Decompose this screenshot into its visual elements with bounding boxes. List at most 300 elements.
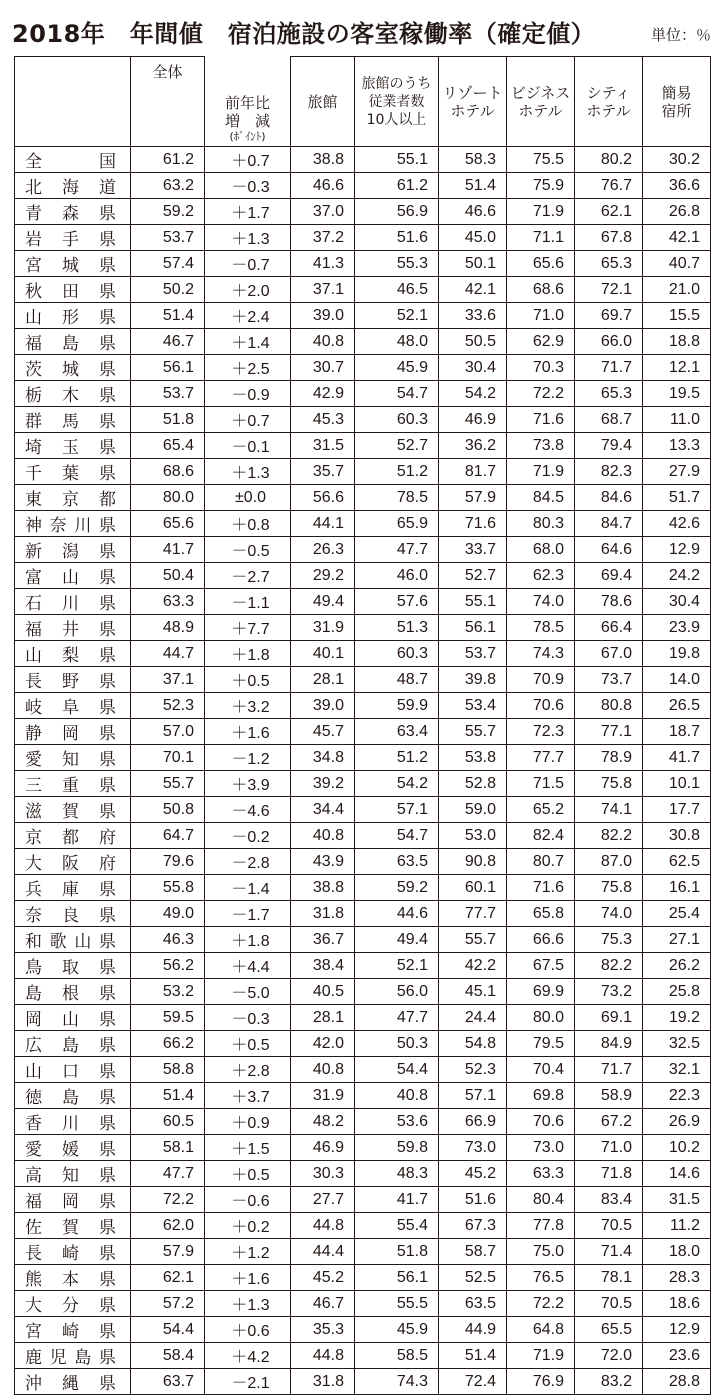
cell-change: －2.1 [205,1369,291,1395]
header-resort-line1: リゾート [442,83,503,102]
header-simple-line2: 宿所 [661,101,692,120]
cell-simple: 11.2 [643,1213,711,1239]
cell-business: 71.5 [507,771,575,797]
cell-total: 63.2 [131,173,205,199]
prefecture-label: 岐 阜 県 [25,698,118,718]
cell-ryokan: 40.5 [291,979,355,1005]
prefecture-label: 香 川 県 [25,1114,118,1134]
prefecture-name [15,1239,131,1265]
table-row [15,797,711,823]
prefecture-name [15,927,131,953]
cell-ryokan10: 78.5 [355,485,439,511]
prefecture-label: 岡 山 県 [25,1010,118,1030]
header-simple-cell [643,57,711,147]
cell-ryokan: 46.9 [291,1135,355,1161]
cell-resort: 53.8 [439,745,507,771]
prefecture-name [15,433,131,459]
cell-ryokan10: 45.9 [355,355,439,381]
prefecture-name [15,303,131,329]
cell-ryokan10: 56.9 [355,199,439,225]
cell-ryokan10: 46.0 [355,563,439,589]
cell-change: －2.8 [205,849,291,875]
cell-total: 57.2 [131,1291,205,1317]
cell-city: 78.1 [575,1265,643,1291]
cell-resort: 52.8 [439,771,507,797]
cell-simple: 40.7 [643,251,711,277]
cell-city: 71.7 [575,1057,643,1083]
cell-ryokan: 40.8 [291,329,355,355]
cell-ryokan10: 55.1 [355,147,439,173]
table-row [15,1109,711,1135]
cell-simple: 36.6 [643,173,711,199]
table-row [15,251,711,277]
cell-city: 75.8 [575,875,643,901]
cell-simple: 27.1 [643,927,711,953]
cell-ryokan: 39.0 [291,693,355,719]
cell-ryokan10: 45.9 [355,1317,439,1343]
cell-ryokan10: 60.3 [355,641,439,667]
cell-ryokan10: 63.5 [355,849,439,875]
cell-resort: 45.2 [439,1161,507,1187]
cell-ryokan10: 59.8 [355,1135,439,1161]
prefecture-label: 全 国 [25,152,118,172]
table-body [15,147,711,1395]
cell-ryokan: 44.8 [291,1213,355,1239]
cell-ryokan10: 52.1 [355,303,439,329]
table-row [15,1369,711,1395]
prefecture-name [15,849,131,875]
cell-ryokan: 43.9 [291,849,355,875]
cell-change: ＋0.8 [205,511,291,537]
cell-resort: 55.7 [439,719,507,745]
cell-resort: 81.7 [439,459,507,485]
table-row [15,1135,711,1161]
cell-change: －1.7 [205,901,291,927]
prefecture-label: 島 根 県 [25,984,118,1004]
cell-ryokan: 29.2 [291,563,355,589]
cell-simple: 19.8 [643,641,711,667]
cell-total: 49.0 [131,901,205,927]
unit-label: 単位：％ [650,26,711,44]
cell-ryokan: 44.4 [291,1239,355,1265]
cell-business: 74.0 [507,589,575,615]
cell-resort: 44.9 [439,1317,507,1343]
cell-business: 80.4 [507,1187,575,1213]
table-row [15,745,711,771]
cell-total: 61.2 [131,147,205,173]
cell-resort: 51.6 [439,1187,507,1213]
cell-ryokan: 35.3 [291,1317,355,1343]
cell-simple: 14.6 [643,1161,711,1187]
prefecture-name [15,1369,131,1395]
header-ryokan10-line1: 旅館のうち [361,75,432,92]
prefecture-label: 千 葉 県 [25,464,118,484]
cell-resort: 60.1 [439,875,507,901]
cell-simple: 10.2 [643,1135,711,1161]
prefecture-label: 兵 庫 県 [25,880,118,900]
cell-business: 69.9 [507,979,575,1005]
prefecture-name [15,147,131,173]
cell-city: 73.7 [575,667,643,693]
table-row [15,927,711,953]
cell-ryokan10: 53.6 [355,1109,439,1135]
cell-change: ＋2.4 [205,303,291,329]
cell-change: ＋3.2 [205,693,291,719]
cell-business: 71.1 [507,225,575,251]
cell-business: 75.9 [507,173,575,199]
cell-resort: 58.3 [439,147,507,173]
table-row [15,173,711,199]
cell-ryokan: 45.7 [291,719,355,745]
cell-change: ＋2.8 [205,1057,291,1083]
cell-change: ＋7.7 [205,615,291,641]
cell-ryokan: 39.0 [291,303,355,329]
table-row [15,329,711,355]
cell-ryokan: 49.4 [291,589,355,615]
cell-total: 51.4 [131,303,205,329]
table-row [15,641,711,667]
cell-change: ＋0.2 [205,1213,291,1239]
cell-city: 78.9 [575,745,643,771]
cell-ryokan10: 41.7 [355,1187,439,1213]
cell-ryokan: 38.8 [291,875,355,901]
header-business-cell [507,57,575,147]
cell-ryokan10: 54.7 [355,823,439,849]
cell-change: －5.0 [205,979,291,1005]
cell-change: ＋1.7 [205,199,291,225]
cell-business: 70.3 [507,355,575,381]
table-row [15,511,711,537]
cell-simple: 30.4 [643,589,711,615]
cell-ryokan10: 51.8 [355,1239,439,1265]
cell-change: －0.7 [205,251,291,277]
cell-business: 77.7 [507,745,575,771]
header-business-line1: ビジネス [510,83,571,102]
cell-total: 55.8 [131,875,205,901]
cell-ryokan10: 63.4 [355,719,439,745]
cell-ryokan: 44.1 [291,511,355,537]
cell-change: ＋0.7 [205,407,291,433]
cell-resort: 50.1 [439,251,507,277]
header-change-cell [205,57,291,147]
prefecture-name [15,1187,131,1213]
cell-resort: 42.2 [439,953,507,979]
cell-business: 65.8 [507,901,575,927]
cell-total: 58.1 [131,1135,205,1161]
table-row [15,1083,711,1109]
prefecture-name [15,199,131,225]
prefecture-label: 福 井 県 [25,620,118,640]
cell-total: 58.8 [131,1057,205,1083]
prefecture-label: 滋 賀 県 [25,802,118,822]
prefecture-label: 栃 木 県 [25,386,118,406]
cell-simple: 51.7 [643,485,711,511]
cell-total: 53.7 [131,381,205,407]
prefecture-name [15,979,131,1005]
cell-ryokan: 27.7 [291,1187,355,1213]
cell-change: ＋0.5 [205,1161,291,1187]
prefecture-label: 宮 城 県 [25,256,118,276]
cell-ryokan10: 65.9 [355,511,439,537]
prefecture-name [15,277,131,303]
header-business-line2: ホテル [518,101,563,120]
cell-business: 72.2 [507,1291,575,1317]
table-row [15,589,711,615]
prefecture-label: 京 都 府 [25,828,118,848]
cell-total: 63.3 [131,589,205,615]
cell-resort: 59.0 [439,797,507,823]
cell-business: 71.6 [507,875,575,901]
table-row [15,1291,711,1317]
prefecture-name [15,1213,131,1239]
cell-change: ＋3.9 [205,771,291,797]
table-row [15,1005,711,1031]
cell-total: 48.9 [131,615,205,641]
cell-city: 84.9 [575,1031,643,1057]
cell-simple: 25.8 [643,979,711,1005]
prefecture-label: 大 阪 府 [25,854,118,874]
cell-resort: 33.6 [439,303,507,329]
header-city-cell [575,57,643,147]
cell-ryokan: 31.5 [291,433,355,459]
cell-business: 73.0 [507,1135,575,1161]
cell-simple: 19.5 [643,381,711,407]
cell-ryokan: 31.8 [291,1369,355,1395]
table-row [15,537,711,563]
cell-business: 72.2 [507,381,575,407]
cell-ryokan10: 58.5 [355,1343,439,1369]
cell-simple: 62.5 [643,849,711,875]
cell-resort: 45.0 [439,225,507,251]
cell-change: ＋1.5 [205,1135,291,1161]
cell-city: 62.1 [575,199,643,225]
cell-ryokan: 40.8 [291,1057,355,1083]
cell-simple: 12.1 [643,355,711,381]
cell-ryokan: 48.2 [291,1109,355,1135]
cell-ryokan: 42.9 [291,381,355,407]
prefecture-name [15,225,131,251]
table-row [15,1317,711,1343]
cell-ryokan10: 61.2 [355,173,439,199]
prefecture-name [15,589,131,615]
prefecture-label: 山 口 県 [25,1062,118,1082]
prefecture-label: 宮 崎 県 [25,1322,118,1342]
prefecture-name [15,355,131,381]
table-row [15,1213,711,1239]
table-row [15,953,711,979]
prefecture-name [15,1057,131,1083]
cell-simple: 18.7 [643,719,711,745]
cell-ryokan10: 48.0 [355,329,439,355]
cell-ryokan: 28.1 [291,1005,355,1031]
cell-simple: 14.0 [643,667,711,693]
cell-total: 51.4 [131,1083,205,1109]
cell-city: 58.9 [575,1083,643,1109]
cell-ryokan10: 59.9 [355,693,439,719]
prefecture-label: 和 歌 山 県 [25,932,118,952]
cell-simple: 30.8 [643,823,711,849]
cell-change: －0.6 [205,1187,291,1213]
prefecture-name [15,563,131,589]
cell-city: 66.0 [575,329,643,355]
cell-resort: 51.4 [439,173,507,199]
cell-ryokan10: 48.7 [355,667,439,693]
table-row [15,355,711,381]
cell-city: 74.1 [575,797,643,823]
prefecture-name [15,537,131,563]
cell-total: 47.7 [131,1161,205,1187]
cell-change: －1.4 [205,875,291,901]
cell-ryokan: 30.3 [291,1161,355,1187]
cell-ryokan10: 47.7 [355,1005,439,1031]
cell-simple: 21.0 [643,277,711,303]
title-row [12,14,711,48]
cell-simple: 30.2 [643,147,711,173]
cell-ryokan10: 54.2 [355,771,439,797]
cell-city: 71.0 [575,1135,643,1161]
prefecture-label: 大 分 県 [25,1296,118,1316]
cell-city: 69.4 [575,563,643,589]
header-change-line2: 増 減 [224,112,270,130]
cell-ryokan10: 51.6 [355,225,439,251]
cell-change: －0.1 [205,433,291,459]
cell-simple: 18.6 [643,1291,711,1317]
cell-total: 62.0 [131,1213,205,1239]
prefecture-name [15,719,131,745]
cell-resort: 46.6 [439,199,507,225]
cell-simple: 12.9 [643,1317,711,1343]
prefecture-label: 鳥 取 県 [25,958,118,978]
cell-total: 50.8 [131,797,205,823]
cell-business: 77.8 [507,1213,575,1239]
prefecture-name [15,771,131,797]
cell-simple: 31.5 [643,1187,711,1213]
prefecture-name [15,407,131,433]
header-change-line3: (ﾎﾟｲﾝﾄ) [229,130,266,143]
prefecture-name [15,823,131,849]
cell-ryokan10: 60.3 [355,407,439,433]
cell-total: 37.1 [131,667,205,693]
cell-resort: 42.1 [439,277,507,303]
cell-resort: 77.7 [439,901,507,927]
cell-change: －0.5 [205,537,291,563]
cell-change: ＋3.7 [205,1083,291,1109]
cell-ryokan10: 54.7 [355,381,439,407]
table-row [15,771,711,797]
cell-resort: 66.9 [439,1109,507,1135]
cell-ryokan: 42.0 [291,1031,355,1057]
cell-total: 57.0 [131,719,205,745]
prefecture-label: 秋 田 県 [25,282,118,302]
cell-change: －1.1 [205,589,291,615]
cell-change: －0.2 [205,823,291,849]
cell-ryokan: 31.9 [291,615,355,641]
cell-change: ＋1.3 [205,1291,291,1317]
cell-city: 64.6 [575,537,643,563]
cell-business: 84.5 [507,485,575,511]
prefecture-label: 沖 縄 県 [25,1374,118,1394]
table-row [15,1265,711,1291]
header-row [15,57,711,147]
cell-total: 72.2 [131,1187,205,1213]
cell-simple: 42.1 [643,225,711,251]
cell-city: 67.2 [575,1109,643,1135]
cell-change: －0.3 [205,173,291,199]
table-row [15,1031,711,1057]
cell-ryokan10: 74.3 [355,1369,439,1395]
cell-business: 70.6 [507,1109,575,1135]
cell-city: 82.2 [575,953,643,979]
cell-city: 75.3 [575,927,643,953]
cell-business: 70.4 [507,1057,575,1083]
cell-change: ＋1.8 [205,927,291,953]
cell-ryokan: 34.8 [291,745,355,771]
cell-business: 62.3 [507,563,575,589]
prefecture-name [15,1317,131,1343]
prefecture-label: 東 京 都 [25,490,118,510]
cell-city: 65.5 [575,1317,643,1343]
prefecture-name [15,1343,131,1369]
cell-city: 68.7 [575,407,643,433]
cell-resort: 54.8 [439,1031,507,1057]
cell-ryokan10: 52.1 [355,953,439,979]
cell-total: 64.7 [131,823,205,849]
table-row [15,667,711,693]
prefecture-name [15,511,131,537]
table-row [15,433,711,459]
prefecture-name [15,1135,131,1161]
prefecture-name [15,875,131,901]
cell-business: 75.0 [507,1239,575,1265]
prefecture-name [15,745,131,771]
table-row [15,485,711,511]
occupancy-table-body [14,56,711,1395]
prefecture-name [15,797,131,823]
cell-business: 76.9 [507,1369,575,1395]
cell-resort: 57.9 [439,485,507,511]
cell-business: 72.3 [507,719,575,745]
cell-simple: 17.7 [643,797,711,823]
cell-business: 82.4 [507,823,575,849]
cell-ryokan10: 56.0 [355,979,439,1005]
cell-simple: 26.9 [643,1109,711,1135]
table-row [15,693,711,719]
cell-total: 57.9 [131,1239,205,1265]
cell-ryokan10: 57.6 [355,589,439,615]
prefecture-label: 富 山 県 [25,568,118,588]
cell-change: ＋1.6 [205,719,291,745]
cell-change: －0.9 [205,381,291,407]
table-row [15,849,711,875]
cell-simple: 22.3 [643,1083,711,1109]
prefecture-label: 新 潟 県 [25,542,118,562]
prefecture-label: 北 海 道 [25,178,118,198]
cell-change: ＋1.8 [205,641,291,667]
cell-city: 75.8 [575,771,643,797]
prefecture-name [15,251,131,277]
cell-resort: 52.7 [439,563,507,589]
prefecture-label: 長 野 県 [25,672,118,692]
cell-total: 46.3 [131,927,205,953]
cell-city: 79.4 [575,433,643,459]
prefecture-name [15,615,131,641]
cell-city: 66.4 [575,615,643,641]
header-simple-line1: 簡易 [661,83,692,102]
table-row [15,147,711,173]
cell-ryokan10: 57.1 [355,797,439,823]
cell-change: －4.6 [205,797,291,823]
cell-business: 70.9 [507,667,575,693]
